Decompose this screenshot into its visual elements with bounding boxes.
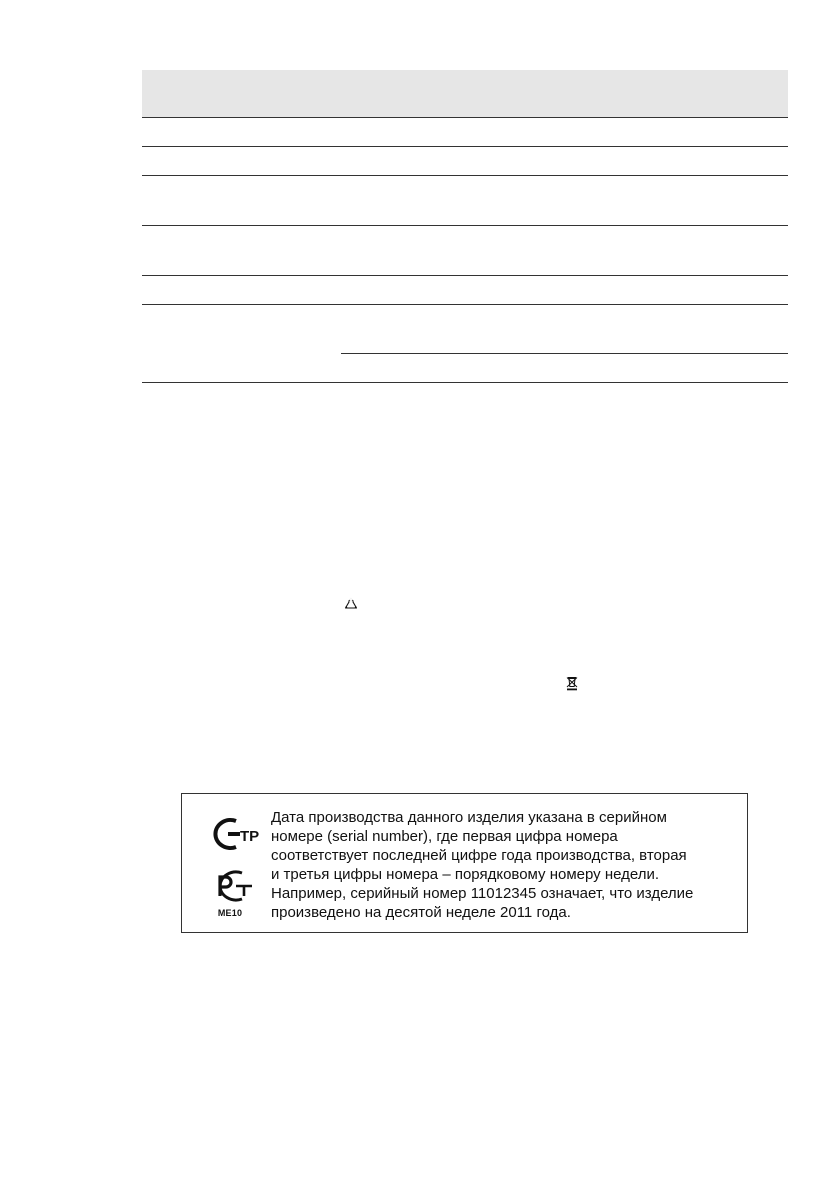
notice-line: и третья цифры номера – порядковому номеру недели. bbox=[271, 866, 660, 883]
eac-tr-mark-icon bbox=[206, 814, 260, 859]
crossed-out-bin-icon bbox=[566, 676, 578, 691]
table-row bbox=[142, 118, 788, 147]
certification-notice-box bbox=[181, 793, 748, 933]
table-row-split bbox=[142, 305, 788, 383]
spec-table bbox=[142, 70, 788, 383]
notice-line: Например, серийный номер 11012345 означает, что изделие bbox=[271, 885, 694, 902]
notice-line: произведено на десятой неделе 2011 года. bbox=[271, 904, 571, 921]
notice-line: Дата производства данного изделия указана в серийном bbox=[271, 809, 667, 826]
notice-line: соответствует последней цифре года производства, вторая bbox=[271, 847, 687, 864]
table-row bbox=[142, 226, 788, 276]
table-row bbox=[142, 176, 788, 226]
table-row bbox=[142, 276, 788, 305]
recycle-icon bbox=[344, 597, 358, 611]
certification-marks bbox=[202, 812, 258, 922]
serial-number-explanation bbox=[271, 808, 741, 922]
notice-line: номере (serial number), где первая цифра номера bbox=[271, 828, 618, 845]
table-header-row bbox=[142, 70, 788, 118]
table-subrow-divider bbox=[341, 353, 788, 354]
svg-text:TP: TP bbox=[240, 828, 260, 845]
pct-rostest-mark-icon bbox=[206, 866, 256, 911]
mark-code-label: ME10 bbox=[217, 908, 243, 918]
table-row bbox=[142, 147, 788, 176]
